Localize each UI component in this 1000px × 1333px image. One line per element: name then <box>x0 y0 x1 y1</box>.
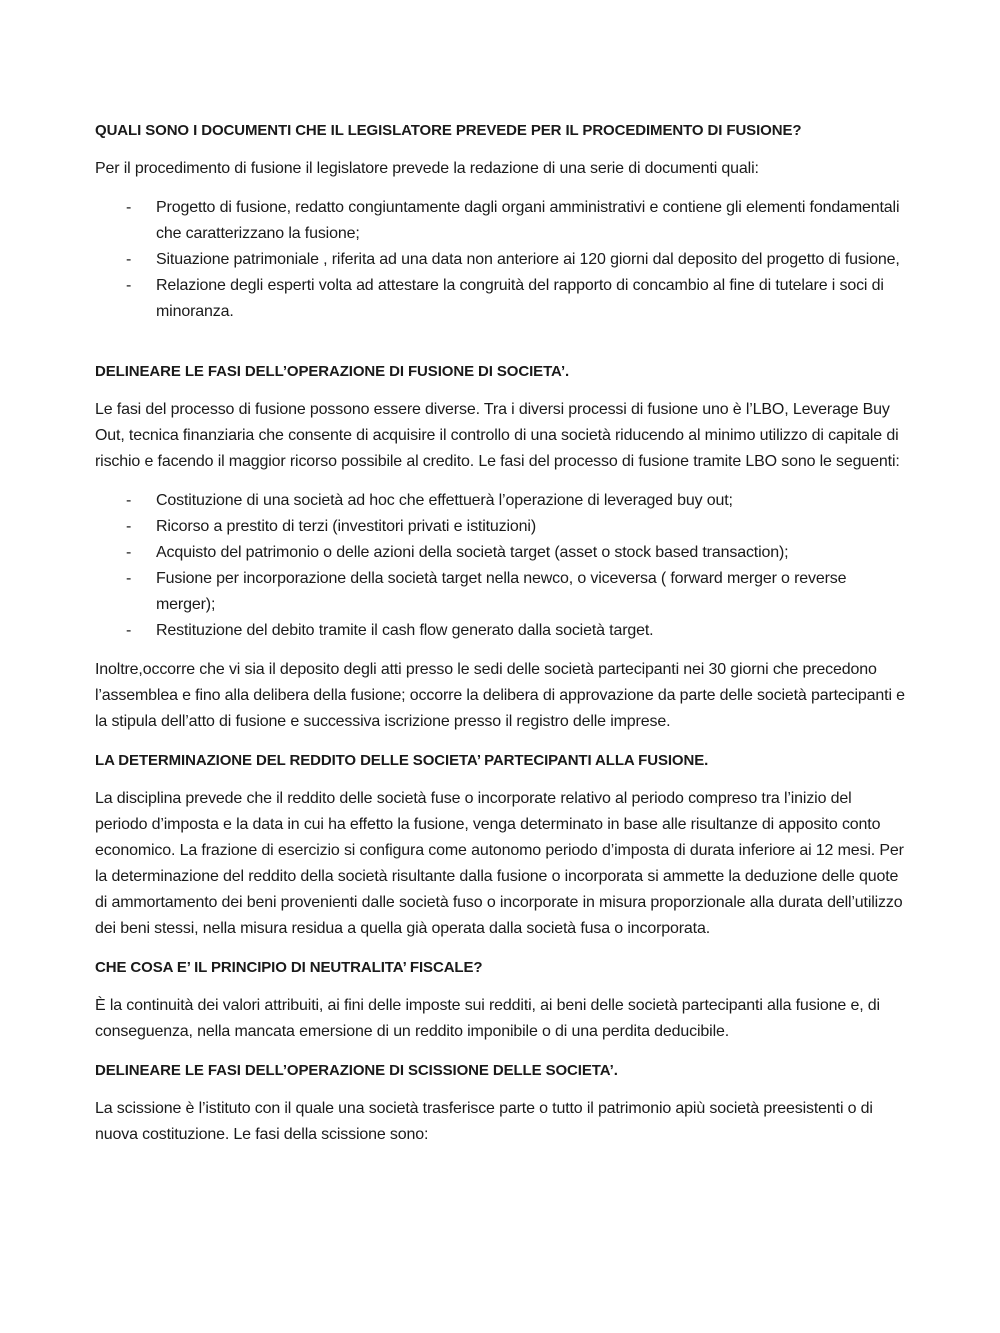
list-item-text: Situazione patrimoniale , riferita ad una data non anteriore ai 120 giorni dal deposito del progetto di fusione, <box>156 251 900 268</box>
section-heading: QUALI SONO I DOCUMENTI CHE IL LEGISLATORE PREVEDE PER IL PROCEDIMENTO DI FUSIONE? <box>95 122 802 139</box>
section-paragraph: La disciplina prevede che il reddito delle società fuse o incorporate relativo al periodo compreso tra l’inizio del periodo d’imposta e la data in cui ha effetto la fusione, venga determinato in base alle risultanze di apposito conto economico. La frazione di esercizio si configura come autonomo periodo d’imposta di durata inferiore ai 12 mesi. Per la determinazione del reddito della società risultante dalla fusione o incorporata si ammette la deduzione delle quote di ammortamento dei beni provenienti dalle società fuso o incorporate in misura proporzionale alla durata dell’utilizzo dei beni stessi, nella misura residua a quella già operata dalla società fusa o incorporata. <box>95 790 904 937</box>
dash-bullet: - <box>126 570 132 587</box>
section-heading: DELINEARE LE FASI DELL’OPERAZIONE DI FUSIONE DI SOCIETA’. <box>95 363 570 380</box>
list-item-text: Relazione degli esperti volta ad attestare la congruità del rapporto di concambio al fine di tutelare i soci di minoranza. <box>156 277 884 320</box>
section-paragraph: Inoltre,occorre che vi sia il deposito degli atti presso le sedi delle società partecipanti nei 30 giorni che precedono l’assemblea e fino alla delibera della fusione; occorre la delibera di approvazione da parte delle società partecipanti e la stipula dell’atto di fusione e successiva iscrizione presso il registro delle imprese. <box>95 661 905 730</box>
list-item <box>95 514 907 540</box>
dash-bullet: - <box>126 518 132 535</box>
list-item-text: Fusione per incorporazione della società target nella newco, o viceversa ( forward merger o reverse merger); <box>156 570 847 613</box>
bullet-list <box>95 195 907 325</box>
list-item-text: Acquisto del patrimonio o delle azioni della società target (asset o stock based transaction); <box>156 544 789 561</box>
section-heading: LA DETERMINAZIONE DEL REDDITO DELLE SOCIETA’ PARTECIPANTI ALLA FUSIONE. <box>95 752 709 769</box>
section-heading: DELINEARE LE FASI DELL’OPERAZIONE DI SCISSIONE DELLE SOCIETA’. <box>95 1062 618 1079</box>
list-item-text: Progetto di fusione, redatto congiuntamente dagli organi amministrativi e contiene gli elementi fondamentali che caratterizzano la fusione; <box>156 199 900 242</box>
section-heading: CHE COSA E’ IL PRINCIPIO DI NEUTRALITA’ FISCALE? <box>95 959 483 976</box>
document-page <box>95 118 907 1161</box>
section-paragraph: Le fasi del processo di fusione possono essere diverse. Tra i diversi processi di fusione uno è l’LBO, Leverage Buy Out, tecnica finanziaria che consente di acquisire il controllo di una società riducendo al minimo utilizzo di capitale di rischio e facendo il maggior ricorso possibile al credito. Le fasi del processo di fusione tramite LBO sono le seguenti: <box>95 401 900 470</box>
dash-bullet: - <box>126 492 132 509</box>
dash-bullet: - <box>126 544 132 561</box>
dash-bullet: - <box>126 277 132 294</box>
list-item <box>95 247 907 273</box>
list-item <box>95 273 907 325</box>
section-paragraph: La scissione è l’istituto con il quale una società trasferisce parte o tutto il patrimonio apiù società preesistenti o di nuova costituzione. Le fasi della scissione sono: <box>95 1100 873 1143</box>
section-paragraph: Per il procedimento di fusione il legislatore prevede la redazione di una serie di documenti quali: <box>95 160 759 177</box>
list-item <box>95 540 907 566</box>
list-item <box>95 488 907 514</box>
list-item <box>95 566 907 618</box>
bullet-list <box>95 488 907 644</box>
list-item-text: Restituzione del debito tramite il cash flow generato dalla società target. <box>156 622 654 639</box>
list-item <box>95 618 907 644</box>
dash-bullet: - <box>126 251 132 268</box>
list-item-text: Ricorso a prestito di terzi (investitori privati e istituzioni) <box>156 518 537 535</box>
dash-bullet: - <box>126 199 132 216</box>
section-paragraph: È la continuità dei valori attribuiti, ai fini delle imposte sui redditi, ai beni delle società partecipanti alla fusione e, di conseguenza, nella mancata emersione di un reddito imponibile o di una perdita deducibile. <box>95 997 880 1040</box>
list-item-text: Costituzione di una società ad hoc che effettuerà l’operazione di leveraged buy out; <box>156 492 733 509</box>
list-item <box>95 195 907 247</box>
dash-bullet: - <box>126 622 132 639</box>
